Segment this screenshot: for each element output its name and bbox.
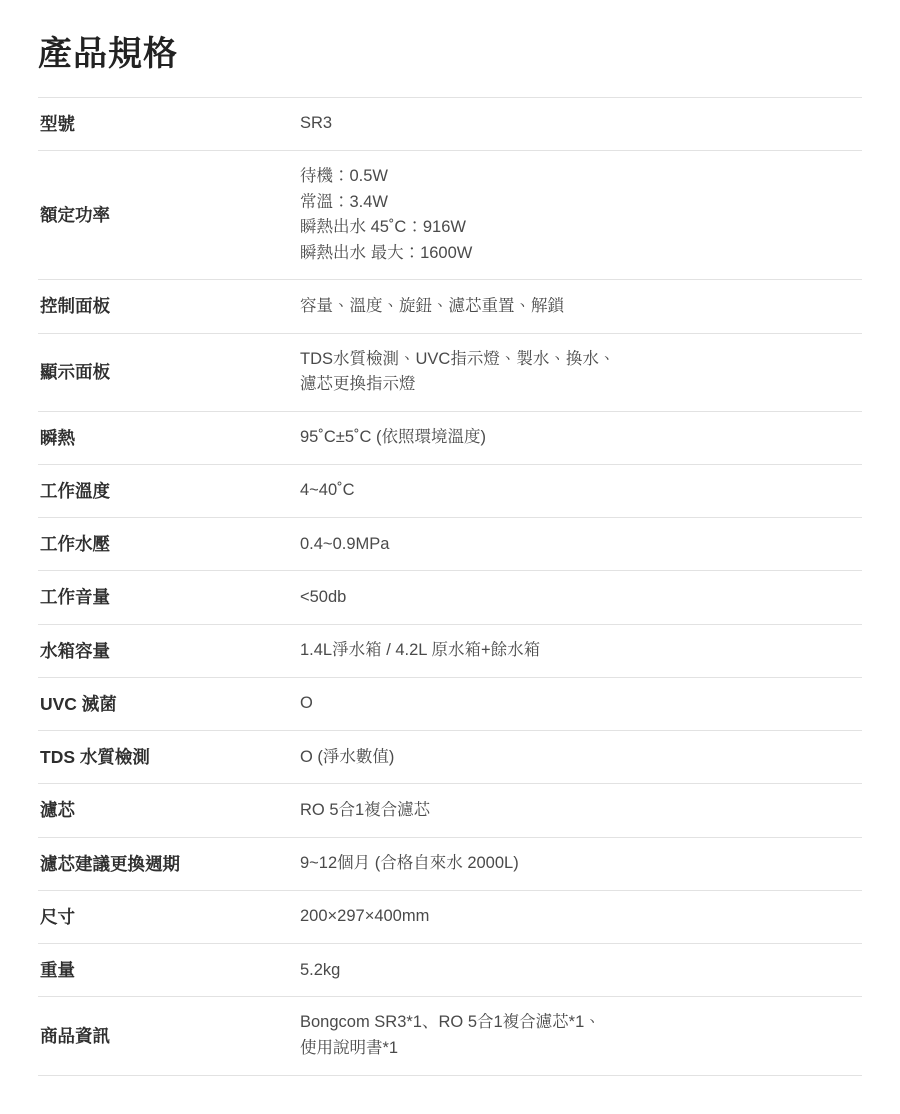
spec-row-value (296, 464, 862, 517)
specification-table (38, 97, 862, 1076)
spec-row-value (296, 731, 862, 784)
spec-row-value (296, 518, 862, 571)
spec-row (38, 997, 862, 1075)
spec-row-value (296, 97, 862, 150)
spec-row-value-line: 200×297×400mm (300, 907, 430, 926)
spec-row-value-line: 4~40˚C (300, 481, 355, 500)
spec-row (38, 97, 862, 150)
spec-row (38, 280, 862, 333)
spec-row-value-line: 5.2kg (300, 960, 341, 979)
spec-row-value (296, 784, 862, 837)
spec-row (38, 151, 862, 280)
spec-row-value-line: O (淨水數值) (300, 747, 395, 766)
spec-row-label: 工作水壓 (40, 534, 110, 555)
spec-row-value-line: 95˚C±5˚C (依照環境溫度) (300, 428, 486, 447)
spec-row-value (296, 333, 862, 411)
spec-row-label: TDS 水質檢測 (40, 747, 150, 768)
spec-row-label: 商品資訊 (40, 1025, 110, 1046)
spec-row-value-line: 濾芯更換指示燈 (300, 375, 416, 394)
spec-row-value (296, 624, 862, 677)
spec-row-value-line: SR3 (300, 114, 333, 133)
spec-row-value-line: 瞬熱出水 45˚C：916W (300, 218, 466, 237)
spec-row-label: 額定功率 (40, 205, 110, 226)
spec-row-value (296, 151, 862, 280)
spec-row-value-line: 待機：0.5W (300, 167, 389, 186)
spec-row-value (296, 997, 862, 1075)
spec-row (38, 624, 862, 677)
spec-row-label: 工作音量 (40, 587, 110, 608)
spec-row-value (296, 280, 862, 333)
spec-row-value-line: 9~12個月 (合格自來水 2000L) (300, 854, 519, 873)
spec-row-value-line: <50db (300, 587, 347, 606)
spec-row (38, 571, 862, 624)
spec-row-label: 瞬熱 (40, 427, 75, 448)
spec-row (38, 677, 862, 730)
spec-row-label: 水箱容量 (40, 640, 110, 661)
spec-row (38, 411, 862, 464)
spec-row-value (296, 837, 862, 890)
spec-row-value (296, 571, 862, 624)
spec-row (38, 944, 862, 997)
spec-row-label: 尺寸 (40, 906, 75, 927)
spec-row-label: 濾芯建議更換週期 (40, 853, 180, 874)
spec-row-value-line: 使用說明書*1 (300, 1038, 399, 1057)
spec-row-value (296, 677, 862, 730)
specification-table-body (38, 97, 862, 1075)
spec-row-value-line: 常溫：3.4W (300, 192, 389, 211)
spec-row-value-line: 瞬熱出水 最大：1600W (300, 243, 473, 262)
spec-row-label: 重量 (40, 960, 75, 981)
spec-row (38, 518, 862, 571)
spec-row-value-line: Bongcom SR3*1、RO 5合1複合濾芯*1、 (300, 1013, 601, 1032)
spec-row-value (296, 944, 862, 997)
spec-row-value-line: 0.4~0.9MPa (300, 534, 390, 553)
spec-row (38, 333, 862, 411)
spec-row-value (296, 890, 862, 943)
spec-page (0, 34, 900, 1076)
spec-row-value-line: 容量、溫度、旋鈕、濾芯重置、解鎖 (300, 296, 564, 315)
spec-row (38, 464, 862, 517)
spec-row-value-line: O (300, 694, 313, 713)
spec-row-value-line: RO 5合1複合濾芯 (300, 800, 431, 819)
spec-row-label: 顯示面板 (40, 361, 110, 382)
spec-row (38, 731, 862, 784)
spec-row-label: 濾芯 (40, 800, 75, 821)
spec-row (38, 837, 862, 890)
spec-row-value (296, 411, 862, 464)
spec-row-label: 工作溫度 (40, 480, 110, 501)
spec-row (38, 890, 862, 943)
spec-row-label: UVC 滅菌 (40, 693, 117, 714)
spec-row (38, 784, 862, 837)
spec-row-label: 控制面板 (40, 296, 110, 317)
spec-row-label: 型號 (40, 113, 75, 134)
spec-row-value-line: 1.4L淨水箱 / 4.2L 原水箱+餘水箱 (300, 641, 541, 660)
spec-row-value-line: TDS水質檢測、UVC指示燈、製水、換水、 (300, 349, 616, 368)
page-title: 產品規格 (38, 35, 178, 73)
